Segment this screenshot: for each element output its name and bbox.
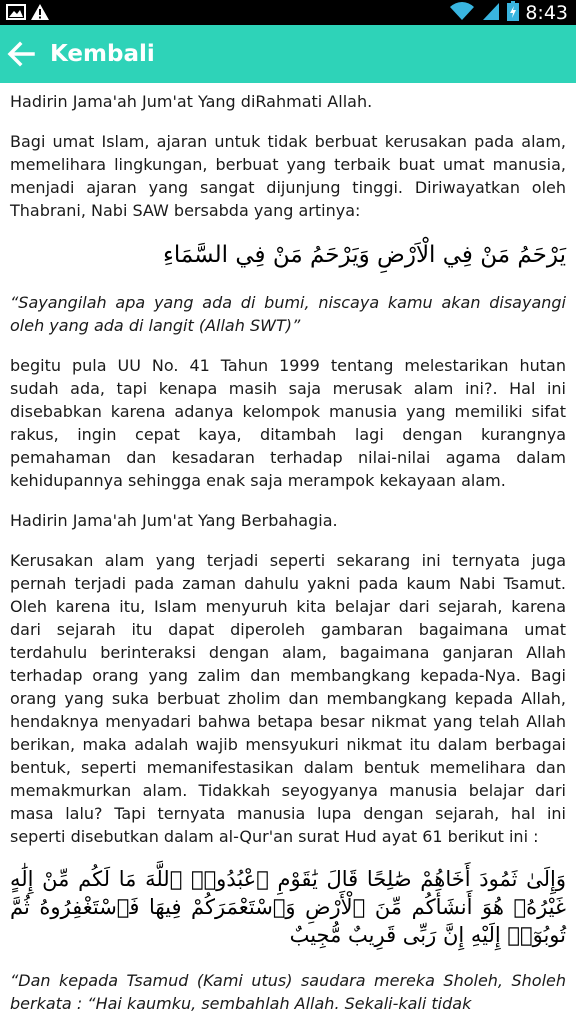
app-bar [0, 25, 576, 83]
arabic-hadith: يَرْحَمُ مَنْ فِي الْاَرْضِ وَيَرْحَمُ مَنْ فِي السَّمَاءِ [163, 242, 566, 268]
status-bar [0, 0, 576, 25]
paragraph-law: begitu pula UU No. 41 Tahun 1999 tentang melestarikan hutan sudah ada, tapi kenapa masih saja merusak alam ini?. Hal ini disebabkan karena adanya kelompok manusia yang memiliki sifat rakus, ingin cepat kaya, ditambah lagi dengan kurangnya pemahaman dan kesadaran terhadap nilai-nilai agama dalam kehidupannya sehingga enak saja merampok kekayaan alam. [10, 356, 566, 490]
status-time: 8:43 [525, 2, 568, 24]
image-icon [6, 3, 26, 25]
signal-icon [481, 1, 501, 25]
battery-icon [507, 1, 519, 25]
paragraph-greeting-2: Hadirin Jama'ah Jum'at Yang Berbahagia. [10, 511, 338, 530]
arabic-verse: وَإِلَىٰ ثَمُودَ أَخَاهُمْ صَٰلِحًا قَالَ يَٰقَوْمِ ٱعْبُدُوا۟ ٱللَّهَ مَا لَكُم مِّنْ إِلَٰهٍ غَيْرُهُۥ هُوَ أَنشَأَكُم مِّنَ ٱلْأَرْضِ وَٱسْتَعْمَرَكُمْ فِيهَا فَٱسْتَغْفِرُوهُ ثُمَّ تُوبُوٓا۟ إِلَيْهِ إِنَّ رَبِّى قَرِيبٌ مُّجِيبٌ [10, 867, 566, 947]
back-arrow-icon[interactable] [4, 37, 38, 71]
paragraph-greeting: Hadirin Jama'ah Jum'at Yang diRahmati Allah. [10, 92, 373, 111]
paragraph-verse-translation: “Dan kepada Tsamud (Kami utus) saudara mereka Sholeh, Sholeh berkata : “Hai kaumku, sembahlah Allah. Sekali-kali tidak [10, 971, 566, 1013]
paragraph-intro: Bagi umat Islam, ajaran untuk tidak berbuat kerusakan pada alam, memelihara lingkungan, berbuat yang terbaik buat umat manusia, menjadi ajaran yang sangat dijunjung tinggi. Diriwayatkan oleh Thabrani, Nabi SAW bersabda yang artinya: [10, 132, 566, 220]
wifi-icon [449, 1, 475, 25]
paragraph-translation: “Sayangilah apa yang ada di bumi, niscaya kamu akan disayangi oleh yang ada di langit (Allah SWT)” [10, 293, 566, 335]
article-content [10, 90, 566, 1032]
back-button[interactable]: Kembali [50, 41, 155, 67]
warning-icon [30, 3, 50, 25]
paragraph-history: Kerusakan alam yang terjadi seperti sekarang ini ternyata juga pernah terjadi pada zaman dahulu yakni pada kaum Nabi Tsamut. Oleh karena itu, Islam menyuruh kita belajar dari sejarah, karena dari sejarah itu dapat diperoleh gambaran bagaimana umat terdahulu berinteraksi dengan alam, bagaimana ganjaran Allah terhadap orang yang zalim dan membangkang kepada-Nya. Bagi orang yang suka berbuat zholim dan membangkang kepada Allah, hendaknya menyadari bahwa betapa besar nikmat yang telah Allah berikan, maka adalah wajib mensyukuri nikmat itu dalam berbagai bentuk, seperti memanifestasikan dalam bentuk memelihara dan memakmurkan alam. Tidakkah seyogyanya manusia belajar dari masa lalu? Tapi ternyata manusia lupa dengan sejarah, hal ini seperti disebutkan dalam al-Qur'an surat Hud ayat 61 berikut ini : [10, 551, 566, 846]
